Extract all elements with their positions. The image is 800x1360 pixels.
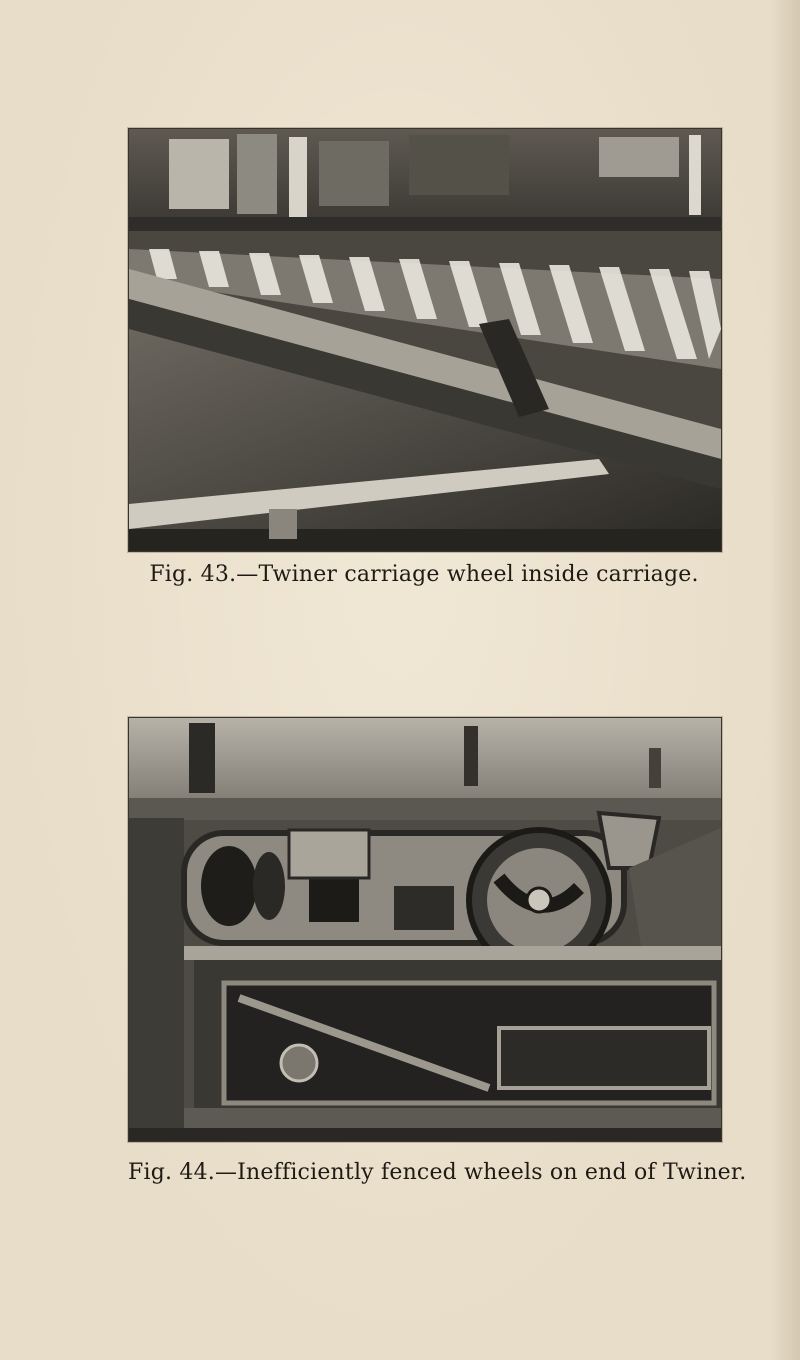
figure-44-caption: Fig. 44.—Inefficiently fenced wheels on end of Twiner. (128, 1160, 747, 1185)
fenced-wheels-image (129, 718, 721, 1141)
figure-44-photo (128, 717, 722, 1142)
figure-43-photo (128, 128, 722, 552)
figure-43-caption: Fig. 43.—Twiner carriage wheel inside carriage. (149, 562, 699, 587)
twiner-carriage-image (129, 129, 721, 551)
